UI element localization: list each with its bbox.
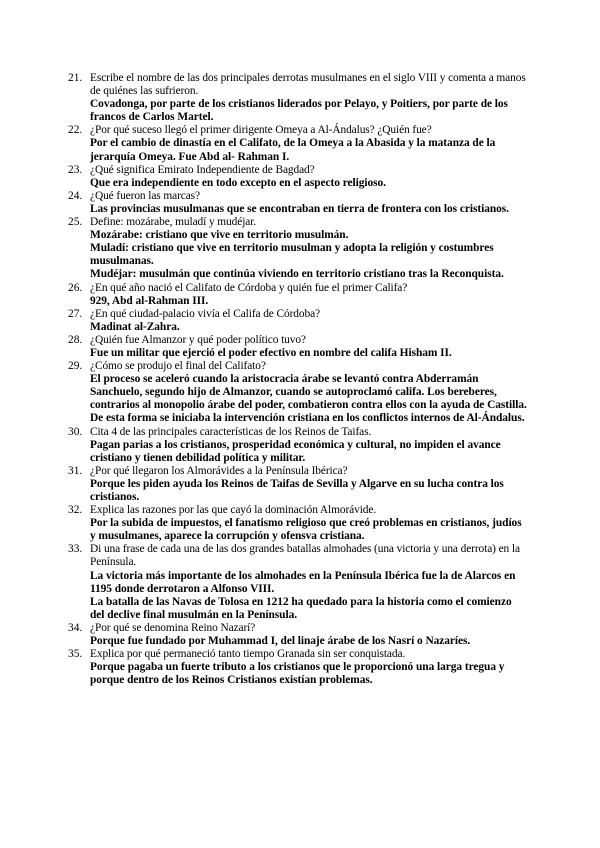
question-text: ¿En qué año nació el Califato de Córdoba y quién fue el primer Califa? — [90, 281, 408, 294]
question-text: ¿Qué fueron las marcas? — [90, 189, 200, 202]
question-number: 21. — [68, 72, 83, 84]
answer-text: Pagan parias a los cristianos, prosperidad económica y cultural, no impiden el avance cristiano y tienen debilidad política y militar. — [90, 438, 501, 464]
qa-item — [68, 307, 528, 334]
qa-item — [68, 189, 528, 216]
answer-text: Que era independiente en todo excepto en el aspecto religioso. — [90, 176, 386, 189]
question-number: 28. — [68, 333, 83, 346]
answer-text: La victoria más importante de los almohades en la Península Ibérica fue la de Alarcos en 1195 donde derrotaron a Alfonso VIII. — [90, 569, 516, 595]
question-number: 31. — [68, 464, 83, 477]
qa-item — [68, 621, 528, 648]
answer-text: El proceso se aceleró cuando la aristocracia árabe se levantó contra Abderramán Sanchuelo, segundo hijo de Almanzor, cuando se autoproclamó califa. Los bereberes, contrarios al monopolio árabe del poder, combatieron contra ellos con la ayuda de Castilla. De esta forma se iniciaba la intervención cristiana en los conflictos internos de Al-Ándalus. — [90, 373, 527, 425]
answer-text: Covadonga, por parte de los cristianos liderados por Pelayo, y Poitiers, por parte de los francos de Carlos Martel. — [90, 98, 508, 124]
answer-text: Porque les piden ayuda los Reinos de Taifas de Sevilla y Algarve en su lucha contra los cristianos. — [90, 477, 504, 503]
question-text: Explica las razones por las que cayó la dominación Almorávide. — [90, 504, 377, 517]
question-text: ¿Por qué llegaron los Almorávides a la Península Ibérica? — [90, 464, 348, 477]
answer-text: La batalla de las Navas de Tolosa en 1212 ha quedado para la historia como el comienzo del declive final musulmán en la Península. — [90, 595, 512, 621]
question-text: Di una frase de cada una de las dos grandes batallas almohades (una victoria y una derrota) en la Península. — [90, 543, 520, 569]
qa-item — [68, 333, 528, 360]
answer-text: Muladí: cristiano que vive en territorio musulman y adopta la religión y costumbres musulmanas. — [90, 242, 494, 268]
qa-item — [68, 124, 528, 163]
question-number: 30. — [68, 425, 83, 438]
question-number: 35. — [68, 648, 83, 661]
qa-item — [68, 543, 528, 622]
question-text: Explica por qué permaneció tanto tiempo Granada sin ser conquistada. — [90, 648, 406, 661]
question-answer-list — [68, 72, 528, 687]
question-text: ¿Quién fue Almanzor y qué poder político tuvo? — [90, 333, 306, 346]
qa-item — [68, 281, 528, 308]
qa-item — [68, 504, 528, 543]
qa-item — [68, 72, 528, 124]
question-text: ¿Cómo se produjo el final del Califato? — [90, 360, 266, 373]
answer-text: Fue un militar que ejerció el poder efectivo en nombre del califa Hisham II. — [90, 346, 452, 359]
answer-text: Porque pagaba un fuerte tributo a los cristianos que le proporcionó una larga tregua y porque dentro de los Reinos Cristianos existían problemas. — [90, 661, 505, 687]
answer-text: Madinat al-Zahra. — [90, 320, 180, 333]
qa-item — [68, 163, 528, 190]
question-text: Cita 4 de las principales características de los Reinos de Taifas. — [90, 425, 372, 438]
question-number: 25. — [68, 216, 83, 229]
question-number: 24. — [68, 189, 83, 202]
question-text: ¿Por qué suceso llegó el primer dirigente Omeya a Al-Ándalus? ¿Quién fue? — [90, 124, 432, 137]
answer-text: Porque fue fundado por Muhammad I, del linaje árabe de los Nasrí o Nazaríes. — [90, 635, 471, 648]
question-text: ¿Qué significa Emirato Independiente de Bagdad? — [90, 163, 315, 176]
qa-item — [68, 464, 528, 504]
question-text: ¿En qué ciudad-palacio vivía el Califa de Córdoba? — [90, 307, 320, 320]
question-number: 26. — [68, 281, 83, 294]
question-number: 27. — [68, 307, 83, 320]
question-number: 34. — [68, 621, 83, 634]
question-number: 33. — [68, 543, 83, 556]
qa-item — [68, 216, 528, 281]
question-text: Escribe el nombre de las dos principales derrotas musulmanes en el siglo VIII y comenta a manos de quiénes las sufrieron. — [90, 72, 526, 98]
question-number: 23. — [68, 163, 83, 176]
question-text: Define: mozárabe, muladí y mudéjar. — [90, 216, 257, 229]
answer-text: 929, Abd al-Rahman III. — [90, 294, 209, 307]
question-number: 32. — [68, 504, 83, 517]
answer-text: Mudéjar: musulmán que continúa viviendo en territorio cristiano tras la Reconquista. — [90, 268, 504, 281]
qa-item — [68, 425, 528, 465]
qa-item — [68, 648, 528, 687]
answer-text: Por el cambio de dinastía en el Califato, de la Omeya a la Abasida y la matanza de la jerarquía Omeya. Fue Abd al- Rahman I. — [90, 137, 496, 163]
question-number: 22. — [68, 124, 83, 137]
question-text: ¿Por qué se denomina Reino Nazarí? — [90, 621, 256, 634]
answer-text: Por la subida de impuestos, el fanatismo religioso que creó problemas en cristianos, judíos y musulmanes, aparece la corrupción y ofensva cristiana. — [90, 517, 522, 543]
question-number: 29. — [68, 360, 83, 373]
answer-text: Las provincias musulmanas que se encontraban en tierra de frontera con los cristianos. — [90, 202, 509, 215]
qa-item — [68, 360, 528, 425]
answer-text: Mozárabe: cristiano que vive en territorio musulmán. — [90, 229, 349, 242]
